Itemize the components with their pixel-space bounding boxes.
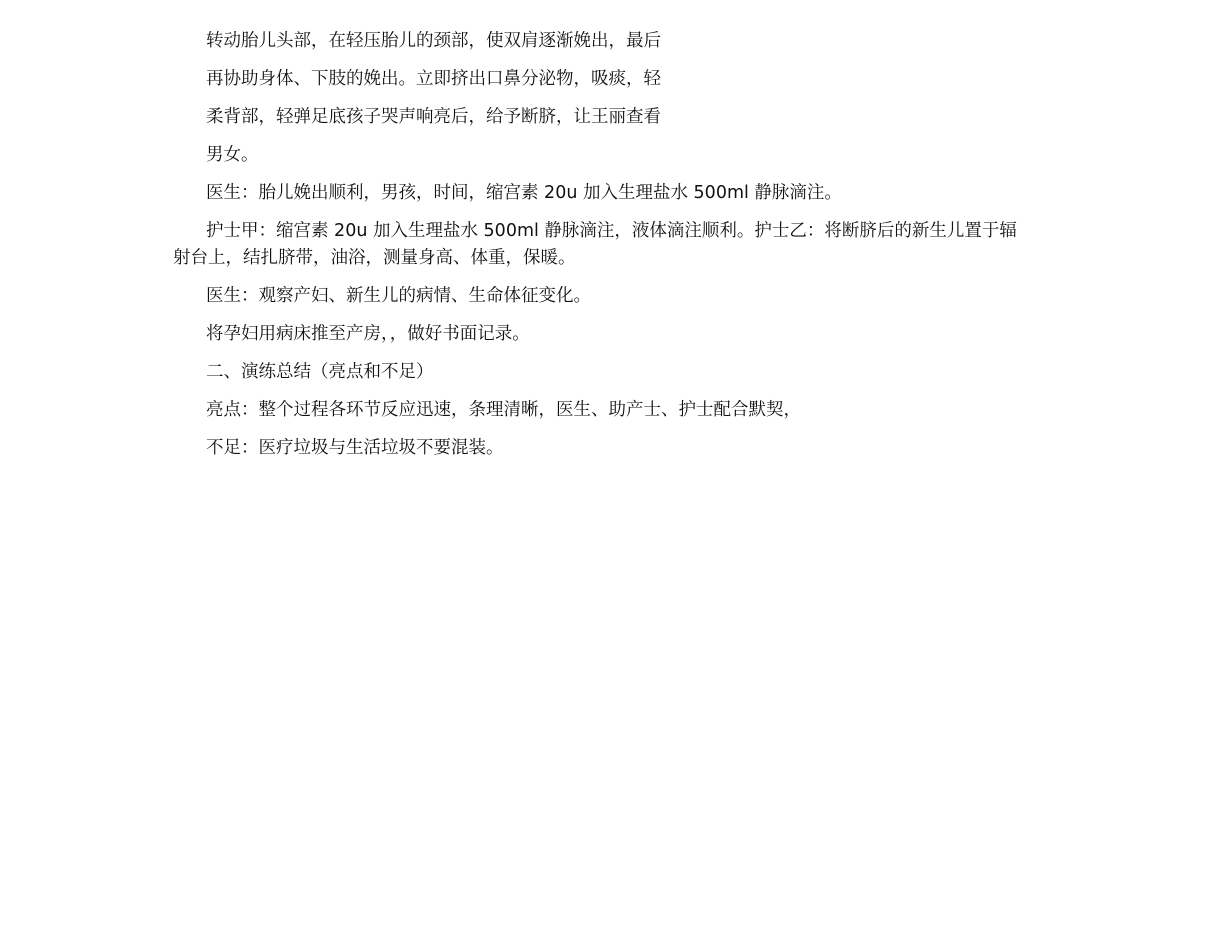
paragraph-4: 男女。: [206, 145, 259, 165]
paragraph-2: 再协助身体、下肢的娩出。立即挤出口鼻分泌物，吸痰，轻: [206, 69, 661, 89]
paragraph-6: 护士甲：缩宫素 20u 加入生理盐水 500ml 静脉滴注，液体滴注顺利。护士乙：将断脐后的新生儿置于辐射台上，结扎脐带，油浴，测量身高、体重，保暖。: [173, 221, 1017, 268]
paragraph-7: 医生：观察产妇、新生儿的病情、生命体征变化。: [206, 286, 591, 306]
paragraph-8: 将孕妇用病床推至产房，，做好书面记录。: [206, 324, 530, 344]
document-body: [173, 28, 1033, 473]
section-heading-summary: 二、演练总结（亮点和不足）: [206, 362, 434, 382]
paragraph-highlights: 亮点：整个过程各环节反应迅速，条理清晰，医生、助产士、护士配合默契，: [206, 400, 801, 420]
paragraph-3: 柔背部，轻弹足底孩子哭声响亮后，给予断脐，让王丽查看: [206, 107, 661, 127]
paragraph-shortcomings: 不足：医疗垃圾与生活垃圾不要混装。: [206, 438, 504, 458]
paragraph-1: 转动胎儿头部，在轻压胎儿的颈部，使双肩逐渐娩出，最后: [206, 31, 661, 51]
paragraph-5: 医生：胎儿娩出顺利，男孩，时间，缩宫素 20u 加入生理盐水 500ml 静脉滴注。: [206, 183, 842, 203]
